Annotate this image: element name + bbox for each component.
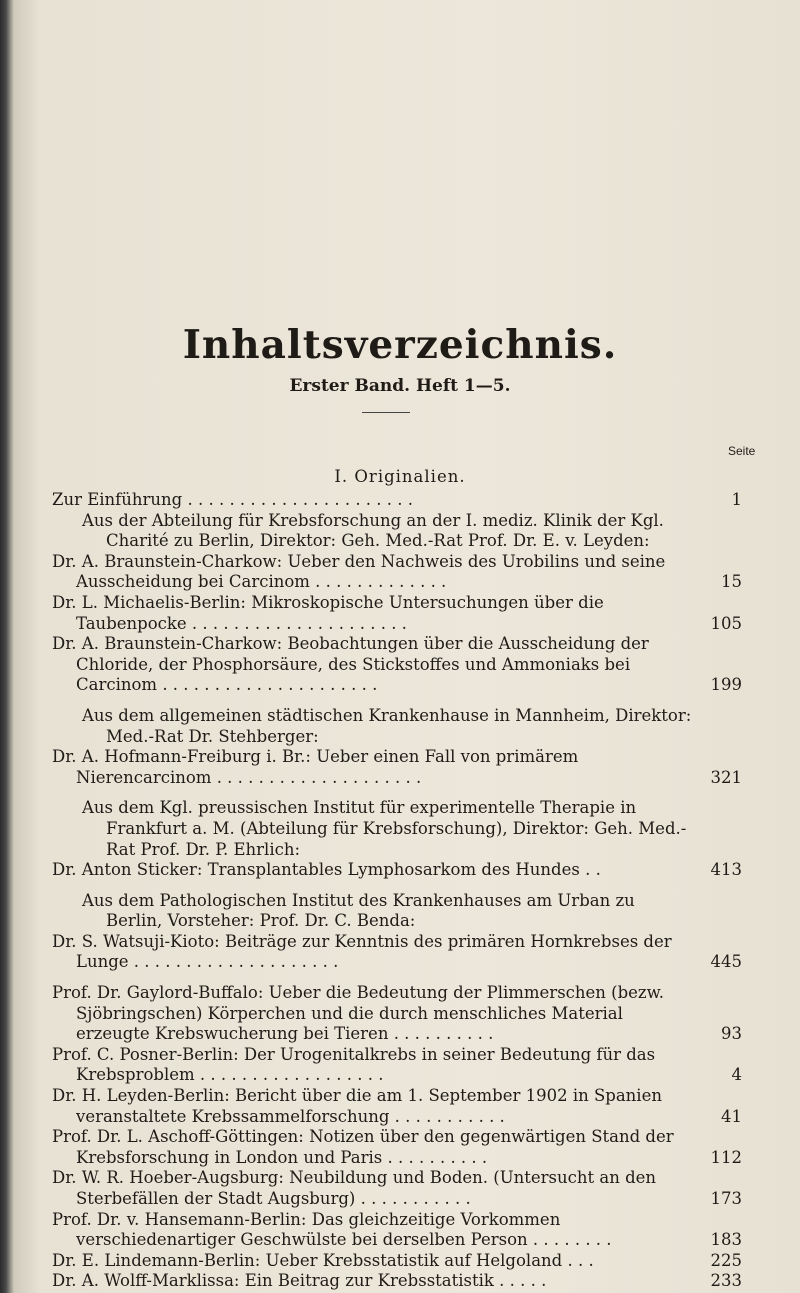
toc-entry: Dr. A. Braunstein-Charkow: Ueber den Nachweis des Urobilins und seine Ausscheidung bei Carcinom . . . . . . . . . . . . . 15 (52, 551, 742, 592)
toc-entry: Zur Einführung . . . . . . . . . . . . . . . . . . . . . . 1 (52, 490, 742, 509)
page-column-header: Seite (728, 444, 756, 458)
toc-group-heading: Aus dem Pathologischen Institut des Krankenhauses am Urban zu Berlin, Vorsteher: Prof. Dr. C. Benda: (82, 890, 635, 931)
toc-entry: Dr. A. Braunstein-Charkow: Beobachtungen über die Ausscheidung der Chloride, der Phosphorsäure, des Stickstoffes und Ammoniaks bei Carcinom . . . . . . . . . . . . . . . . . . . . . 199 (52, 634, 742, 695)
toc-entry: Prof. Dr. L. Aschoff-Göttingen: Notizen über den gegenwärtigen Stand der Krebsforschung in London und Paris . . . . . . . . . . 112 (52, 1127, 742, 1167)
toc-entry: Dr. L. Michaelis-Berlin: Mikroskopische Untersuchungen über die Taubenpocke . . . . . . . . . . . . . . . . . . . . . 105 (52, 592, 742, 633)
document-subtitle: Erster Band. Heft 1—5. (289, 376, 511, 396)
toc-group-heading: Aus dem Kgl. preussischen Institut für experimentelle Therapie in Frankfurt a. M. (Abteilung für Krebsforschung), Direktor: Geh. Med.-Rat Prof. Dr. P. Ehrlich: (82, 798, 687, 859)
toc-entries (52, 490, 742, 1292)
toc-entry: Dr. S. Watsuji-Kioto: Beiträge zur Kenntnis des primären Hornkrebses der Lunge . . . . . . . . . . . . . . . . . . . . 445 (52, 931, 742, 972)
toc-entry: Dr. H. Leyden-Berlin: Bericht über die am 1. September 1902 in Spanien veranstaltete Krebssammelforschung . . . . . . . . . . . 41 (52, 1086, 742, 1126)
toc-entry: Prof. Dr. v. Hansemann-Berlin: Das gleichzeitige Vorkommen verschiedenartiger Geschwülste bei derselben Person . . . . . . . . 183 (52, 1209, 742, 1250)
document-title: Inhaltsverzeichnis. (182, 322, 618, 368)
toc-group-heading: Aus dem allgemeinen städtischen Krankenhause in Mannheim, Direktor: Med.-Rat Dr. Stehberger: (82, 705, 692, 746)
toc-group-heading: Aus der Abteilung für Krebsforschung an der I. mediz. Klinik der Kgl. Charité zu Berlin, Direktor: Geh. Med.-Rat Prof. Dr. E. v. Leyden: (82, 510, 664, 551)
section-heading: I. Originalien. (334, 467, 466, 486)
toc-entry: Dr. W. R. Hoeber-Augsburg: Neubildung und Boden. (Untersucht an den Sterbefällen der Stadt Augsburg) . . . . . . . . . . . 173 (52, 1168, 742, 1208)
toc-entry: Prof. Dr. Gaylord-Buffalo: Ueber die Bedeutung der Plimmerschen (bezw. Sjöbringschen) Körperchen und die durch menschliches Material erzeugte Krebswucherung bei Tieren . . . . . . . . . . 93 (52, 983, 742, 1044)
toc-entry: Dr. E. Lindemann-Berlin: Ueber Krebsstatistik auf Helgoland . . . 225 (52, 1250, 742, 1270)
divider (362, 412, 410, 413)
toc-entry: Prof. C. Posner-Berlin: Der Urogenitalkrebs in seiner Bedeutung für das Krebsproblem . . . . . . . . . . . . . . . . . . 4 (52, 1044, 742, 1085)
toc-entry: Dr. Anton Sticker: Transplantables Lymphosarkom des Hundes . . 413 (52, 860, 742, 880)
toc-entry: Dr. A. Hofmann-Freiburg i. Br.: Ueber einen Fall von primärem Nierencarcinom . . . . . . . . . . . . . . . . . . . . 321 (52, 747, 742, 787)
toc-entry: Dr. A. Wolff-Marklissa: Ein Beitrag zur Krebsstatistik . . . . . 233 (52, 1271, 742, 1291)
